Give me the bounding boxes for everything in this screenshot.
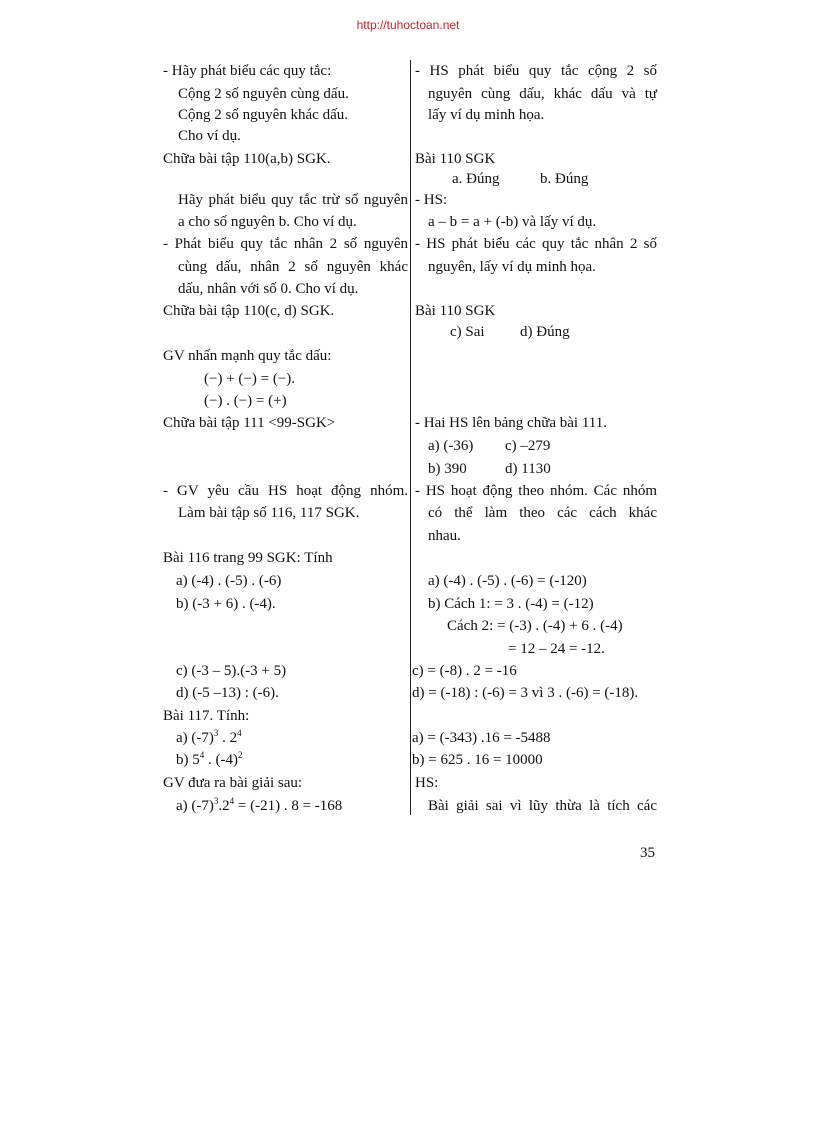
left-line: cùng dấu, nhân 2 số nguyên khác bbox=[178, 259, 408, 275]
right-line: a – b = a + (-b) và lấy ví dụ. bbox=[428, 214, 597, 230]
right-line: b) = 625 . 16 = 10000 bbox=[412, 752, 543, 768]
right-line: Cách 2: = (-3) . (-4) + 6 . (-4) bbox=[447, 618, 623, 634]
left-line: Bài 117. Tính: bbox=[163, 708, 250, 724]
header-url[interactable]: http://tuhoctoan.net bbox=[356, 18, 460, 32]
left-line: b) (-3 + 6) . (-4). bbox=[176, 596, 276, 612]
left-line: b) $5^4$ . $(-4)^2$ bbox=[176, 750, 243, 768]
right-line: HS: bbox=[415, 775, 439, 791]
left-line: Bài 116 trang 99 SGK: Tính bbox=[163, 550, 333, 566]
left-line: a) $(-7)^3$ . $2^4$ bbox=[176, 728, 242, 746]
left-line: - Hãy phát biểu các quy tắc: bbox=[163, 63, 332, 79]
right-line: nguyên cùng dấu, khác dấu và tự bbox=[428, 86, 657, 102]
left-line: dấu, nhân với số 0. Cho ví dụ. bbox=[178, 281, 359, 297]
right-line: a) (-36) bbox=[428, 438, 474, 454]
left-line: GV nhấn mạnh quy tắc dấu: bbox=[163, 348, 332, 364]
right-line: - HS phát biểu quy tắc cộng 2 số bbox=[415, 63, 657, 79]
right-line: c) –279 bbox=[505, 438, 551, 454]
left-line: Chữa bài tập 110(a,b) SGK. bbox=[163, 151, 331, 167]
right-line: Bài 110 SGK bbox=[415, 303, 496, 319]
right-line: a) = (-343) .16 = -5488 bbox=[412, 730, 551, 746]
left-line: - GV yêu cầu HS hoạt động nhóm. bbox=[163, 483, 408, 499]
right-line: = 12 – 24 = -12. bbox=[508, 641, 605, 657]
left-line: GV đưa ra bài giải sau: bbox=[163, 775, 303, 791]
right-line: lấy ví dụ minh họa. bbox=[428, 107, 545, 123]
left-line: Làm bài tập số 116, 117 SGK. bbox=[178, 505, 360, 521]
left-line: c) (-3 – 5).(-3 + 5) bbox=[176, 663, 287, 679]
right-line: nguyên, lấy ví dụ minh họa. bbox=[428, 259, 596, 275]
right-line: a. Đúng bbox=[452, 171, 500, 187]
right-line: Bài giải sai vì lũy thừa là tích các bbox=[428, 798, 657, 814]
left-line: Cho ví dụ. bbox=[178, 128, 241, 144]
right-line: nhau. bbox=[428, 528, 461, 544]
right-line: a) (-4) . (-5) . (-6) = (-120) bbox=[428, 573, 587, 589]
right-line: - HS phát biểu các quy tắc nhân 2 số bbox=[415, 236, 657, 252]
right-line: b) 390 bbox=[428, 461, 467, 477]
left-line: a cho số nguyên b. Cho ví dụ. bbox=[178, 214, 357, 230]
left-line: Chữa bài tập 111 <99-SGK> bbox=[163, 415, 336, 431]
right-line: d) = (-18) : (-6) = 3 vì 3 . (-6) = (-18). bbox=[412, 685, 639, 701]
right-line: b) Cách 1: = 3 . (-4) = (-12) bbox=[428, 596, 594, 612]
left-line: d) (-5 –13) : (-6). bbox=[176, 685, 279, 701]
right-line: có thể làm theo các cách khác bbox=[428, 505, 657, 521]
left-line: Cộng 2 số nguyên cùng dấu. bbox=[178, 86, 349, 102]
left-line: - Phát biểu quy tắc nhân 2 số nguyên bbox=[163, 236, 408, 252]
left-line: Hãy phát biểu quy tắc trừ số nguyên bbox=[178, 192, 408, 208]
right-line: d) 1130 bbox=[505, 461, 551, 477]
left-line: a) (-4) . (-5) . (-6) bbox=[176, 573, 282, 589]
right-line: c) Sai bbox=[450, 324, 485, 340]
left-line: (−) + (−) = (−). bbox=[204, 371, 296, 387]
left-line: (−) . (−) = (+) bbox=[204, 393, 287, 409]
page-number: 35 bbox=[640, 845, 655, 861]
right-line: - HS hoạt động theo nhóm. Các nhóm bbox=[415, 483, 657, 499]
left-line: Chữa bài tập 110(c, d) SGK. bbox=[163, 303, 335, 319]
right-line: - HS: bbox=[415, 192, 448, 208]
right-line: b. Đúng bbox=[540, 171, 589, 187]
right-line: - Hai HS lên bảng chữa bài 111. bbox=[415, 415, 607, 431]
right-line: d) Đúng bbox=[520, 324, 570, 340]
left-line: Cộng 2 số nguyên khác dấu. bbox=[178, 107, 348, 123]
right-line: Bài 110 SGK bbox=[415, 151, 496, 167]
right-line: c) = (-8) . 2 = -16 bbox=[412, 663, 517, 679]
left-line: a) $(-7)^3.2^4 = (-21)$ . 8 = -168 bbox=[176, 796, 343, 814]
